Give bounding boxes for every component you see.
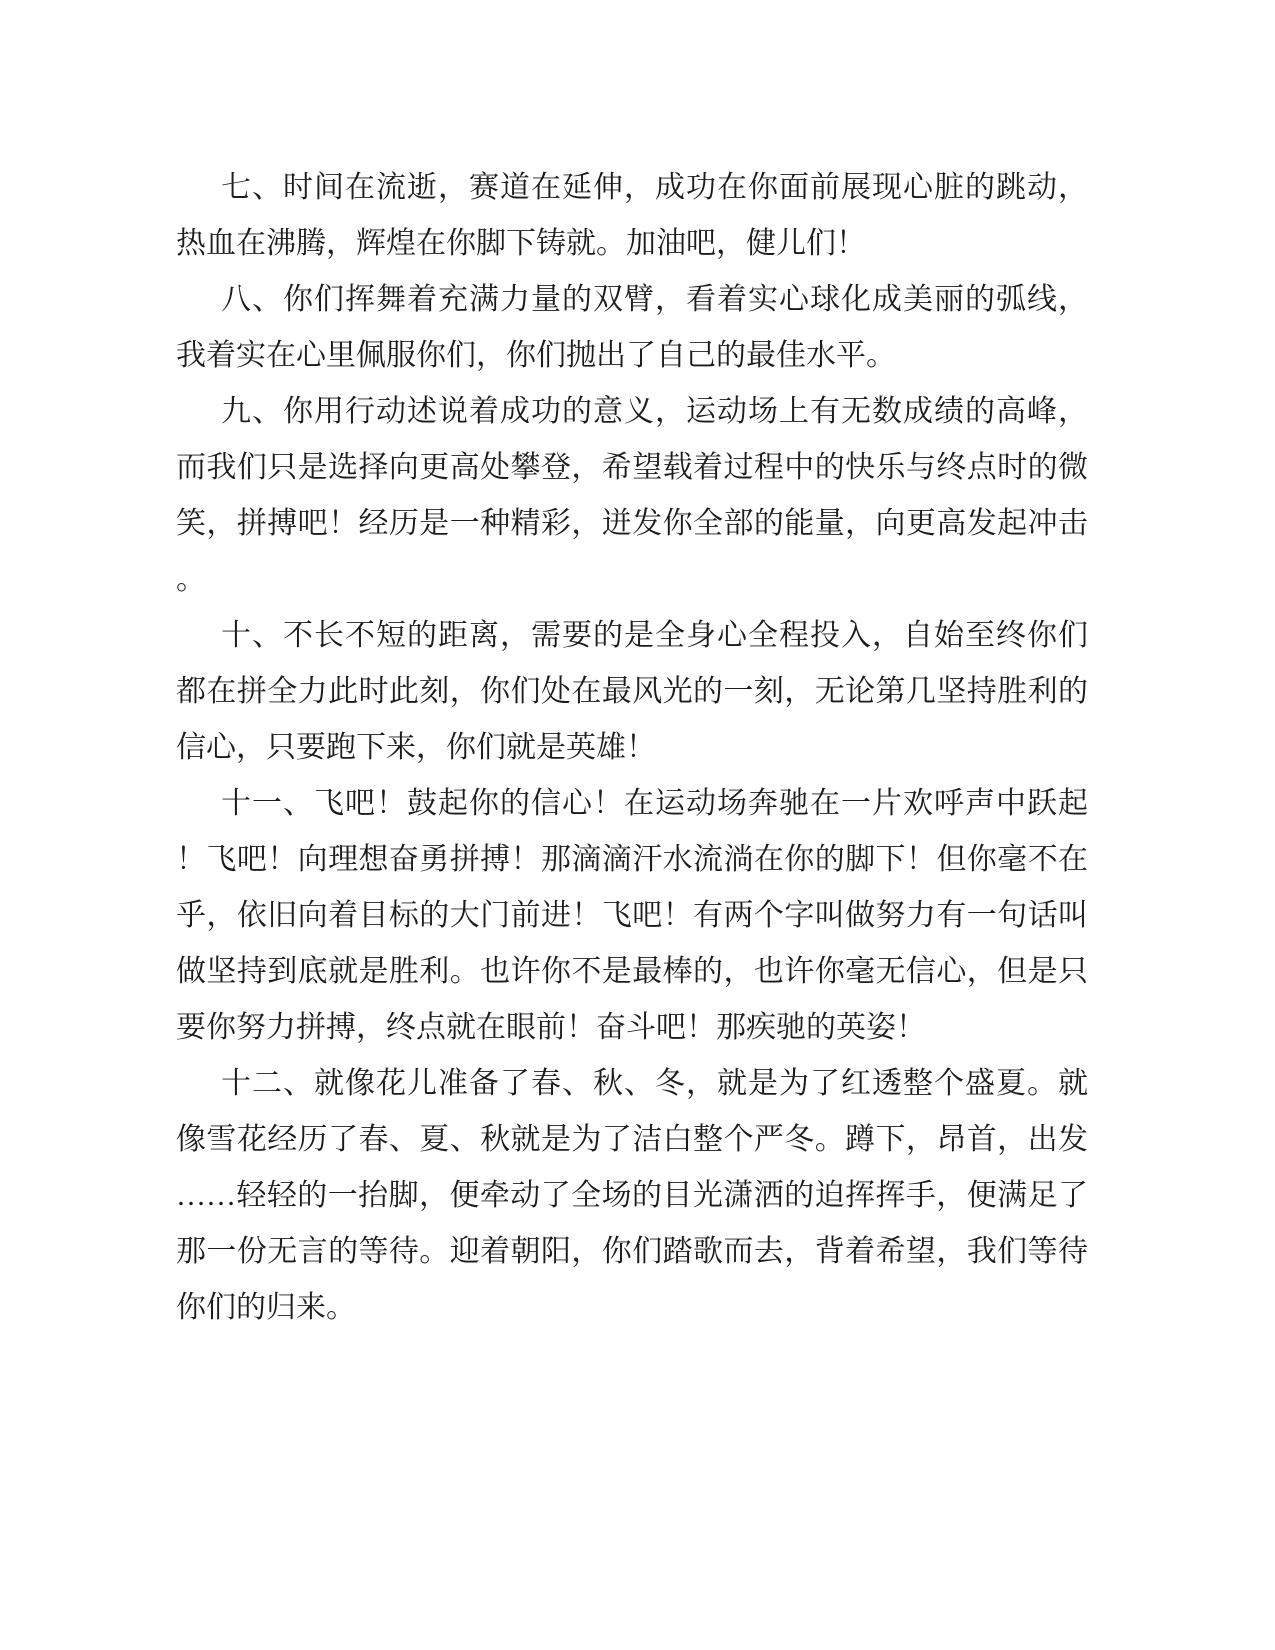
paragraph-nine: 九、你用行动述说着成功的意义，运动场上有无数成绩的高峰，而我们只是选择向更高处攀登，希望载着过程中的快乐与终点时的微笑，拼搏吧！经历是一种精彩，迸发你全部的能量，向更高发起冲击。: [176, 395, 1088, 596]
document-body-text: [176, 160, 1088, 1336]
paragraph-seven: 七、时间在流逝，赛道在延伸，成功在你面前展现心脏的跳动，热血在沸腾，辉煌在你脚下铸就。加油吧，健儿们！: [176, 171, 1088, 260]
paragraph-twelve: 十二、就像花儿准备了春、秋、冬，就是为了红透整个盛夏。就像雪花经历了春、夏、秋就是为了洁白整个严冬。蹲下，昂首，出发……轻轻的一抬脚，便牵动了全场的目光潇洒的迫挥挥手，便满足了那一份无言的等待。迎着朝阳，你们踏歌而去，背着希望，我们等待你们的归来。: [176, 1067, 1088, 1324]
paragraph-eleven: 十一、飞吧！鼓起你的信心！在运动场奔驰在一片欢呼声中跃起！飞吧！向理想奋勇拼搏！那滴滴汗水流淌在你的脚下！但你毫不在乎，依旧向着目标的大门前进！飞吧！有两个字叫做努力有一句话叫做坚持到底就是胜利。也许你不是最棒的，也许你毫无信心，但是只要你努力拼搏，终点就在眼前！奋斗吧！那疾驰的英姿！: [176, 787, 1088, 1044]
paragraph-eight: 八、你们挥舞着充满力量的双臂，看着实心球化成美丽的弧线，我着实在心里佩服你们，你们抛出了自己的最佳水平。: [176, 283, 1088, 372]
paragraph-ten: 十、不长不短的距离，需要的是全身心全程投入，自始至终你们都在拼全力此时此刻，你们处在最风光的一刻，无论第几坚持胜利的信心，只要跑下来，你们就是英雄！: [176, 619, 1088, 764]
